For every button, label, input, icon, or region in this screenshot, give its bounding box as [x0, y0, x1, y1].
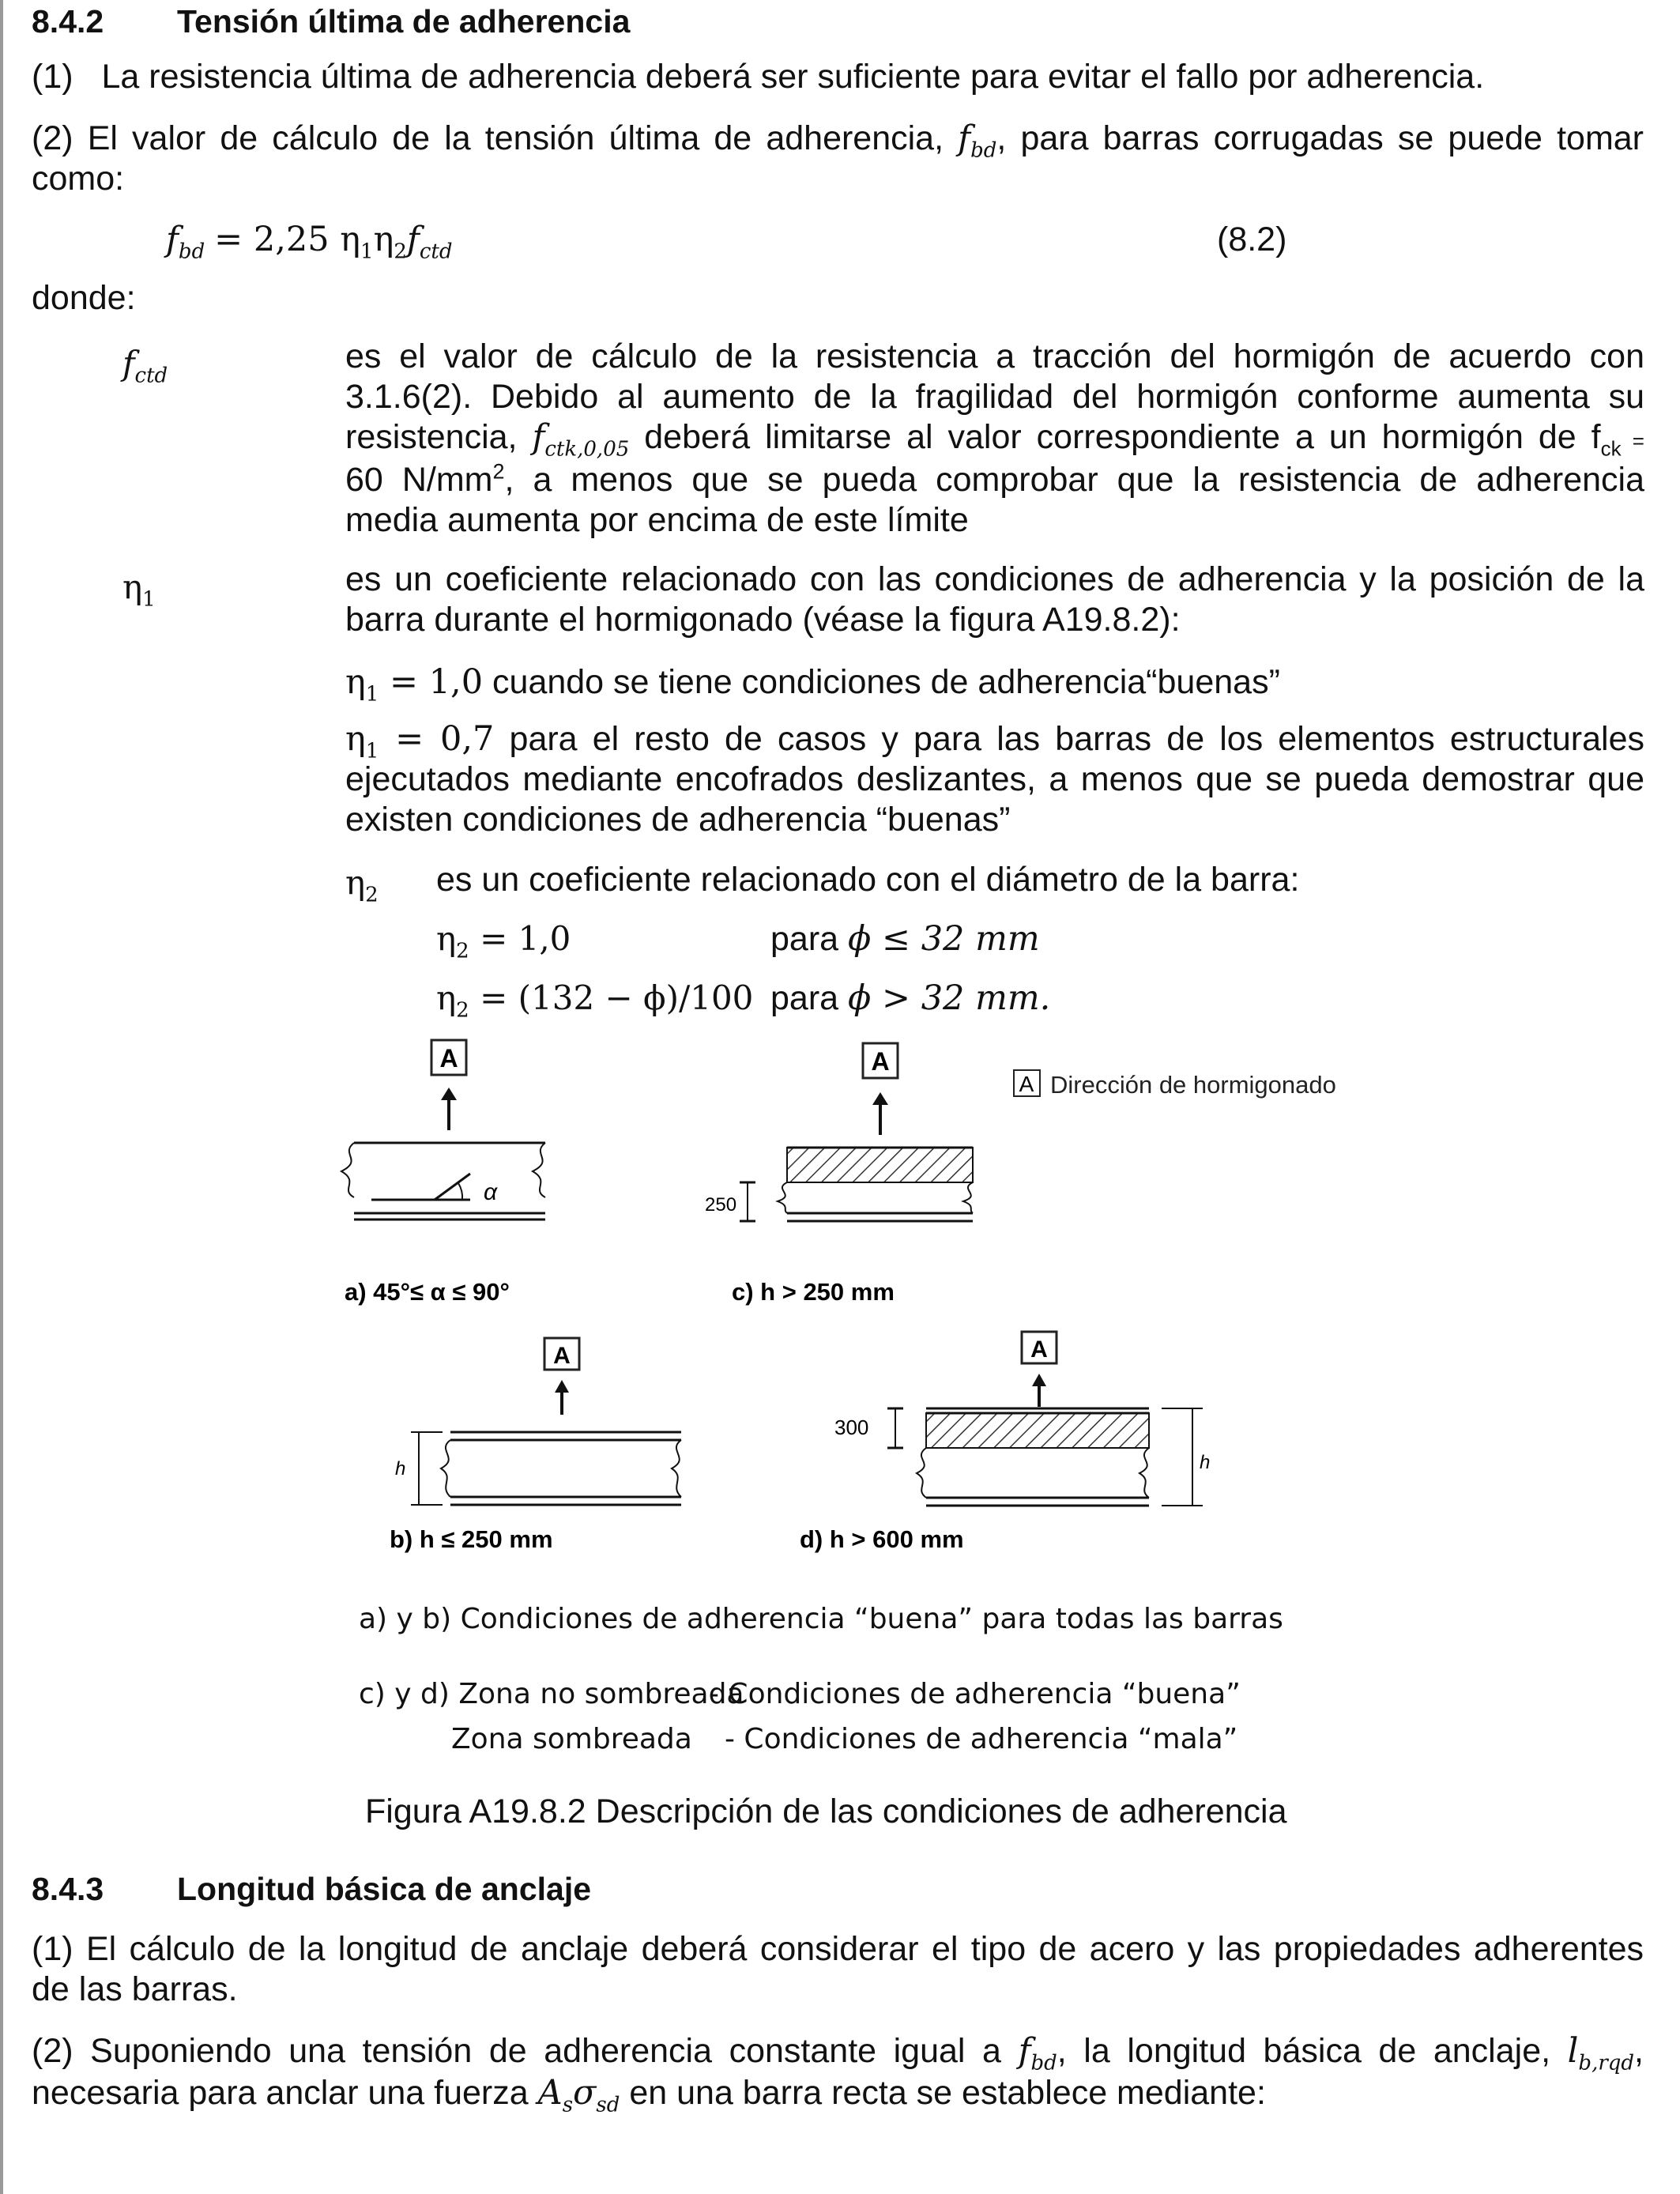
symbol-sub: bd — [970, 138, 997, 163]
dimension-250-label: 250 — [705, 1194, 737, 1216]
symbol-eta: η — [345, 662, 366, 702]
dimension-h-label: h — [1200, 1452, 1211, 1473]
paragraph-number: (1) — [32, 1930, 73, 1968]
symbol-eta: η — [436, 978, 457, 1017]
arrow-head-icon — [441, 1088, 457, 1100]
symbol-sub: 1 — [365, 739, 379, 763]
break-line — [917, 1448, 926, 1498]
text: Suponiendo una tensión de adherencia constante igual a — [90, 2032, 1001, 2070]
break-line — [672, 1440, 681, 1497]
where-label: donde: — [32, 279, 136, 317]
text: deberá limitarse al valor correspondiente a un hormigón de f — [644, 418, 1601, 456]
inclined-bar — [435, 1174, 470, 1200]
lbrqd-symbol — [1567, 2031, 1635, 2075]
eta2-text: es un coeficiente relacionado con el diámetro de la barra: — [436, 861, 1300, 899]
symbol-sub: 1 — [142, 587, 156, 612]
arrow-head-icon — [1032, 1374, 1046, 1386]
text: para — [770, 920, 849, 958]
section-title: Longitud básica de anclaje — [177, 1871, 592, 1907]
fbd-symbol — [1018, 2031, 1057, 2075]
break-line — [1139, 1448, 1149, 1498]
equation: = 1,0 — [469, 919, 571, 958]
symbol-sub: 2 — [456, 998, 469, 1023]
break-line — [778, 1182, 787, 1213]
text: resistencia, — [345, 418, 518, 456]
symbol-sub: 2 — [456, 939, 469, 963]
symbol-sub: 2 — [365, 883, 379, 907]
fbd-symbol — [958, 119, 997, 163]
eq-lhs-sub: bd — [178, 239, 205, 264]
paragraph-842-1 — [32, 57, 1644, 97]
figure-note-cd-2a: Zona sombreada — [451, 1723, 692, 1755]
symbol-eta: η — [345, 863, 366, 902]
symbol-sigma: σ — [573, 2073, 597, 2113]
condition: ϕ > 32 mm. — [848, 978, 1051, 1018]
text: , a menos que se pueda comprobar que la resistencia de adherencia — [504, 461, 1644, 499]
symbol-sub: s — [562, 2093, 574, 2117]
eta1-line-2: barra durante el hormigonado (véase la figura A19.8.2): — [345, 601, 1181, 639]
eta2-case-1-eq — [436, 919, 571, 963]
eq-sub2: 2 — [394, 239, 407, 264]
marker-letter: A — [553, 1343, 571, 1369]
eta2-case-2-eq — [436, 978, 754, 1023]
fctd-line-5: media aumenta por encima de este límite — [345, 501, 969, 539]
paragraph-843-1-line1 — [32, 1929, 1644, 1970]
legend-text: Dirección de hormigonado — [1050, 1071, 1336, 1099]
panel-c-label: c) h > 250 mm — [732, 1278, 895, 1306]
figure-note-cd-1b: - Condiciones de adherencia “buena” — [709, 1678, 1241, 1710]
section-title: Tensión última de adherencia — [177, 3, 631, 40]
symbol-sub: 1 — [365, 682, 379, 707]
symbol-l: l — [1567, 2031, 1579, 2071]
symbol-sub: b,rqd — [1578, 2051, 1635, 2075]
panel-d — [800, 1332, 1210, 1553]
eq-eta2: η — [373, 220, 394, 259]
symbol-f: f — [958, 119, 971, 158]
panel-a-label: a) 45°≤ α ≤ 90° — [345, 1278, 510, 1306]
text: necesaria para anclar una fuerza — [32, 2074, 529, 2112]
equals: = — [1621, 429, 1644, 453]
figure-caption: Figura A19.8.2 Descripción de las condiciones de adherencia — [365, 1793, 1287, 1830]
marker-letter: A — [871, 1047, 890, 1076]
panel-d-label: d) h > 600 mm — [800, 1525, 964, 1553]
text: en una barra recta se establece mediante: — [620, 2074, 1266, 2112]
panel-b-label: b) h ≤ 250 mm — [390, 1525, 553, 1553]
figure-note-ab: a) y b) Condiciones de adherencia “buena” para todas las barras — [359, 1603, 1283, 1635]
equation: = 0,7 — [379, 719, 495, 759]
legend-marker-letter: A — [1019, 1072, 1034, 1096]
text: para — [770, 979, 849, 1017]
alpha-label: α — [484, 1179, 498, 1205]
equation: = 1,0 — [379, 662, 484, 702]
symbol-sub: bd — [1030, 2051, 1057, 2075]
dimension-300-label: 300 — [834, 1416, 869, 1439]
break-line — [341, 1143, 354, 1197]
figure-legend — [1014, 1070, 1336, 1099]
figure-note-cd-1a: c) y d) Zona no sombreada — [359, 1678, 744, 1710]
fctk-symbol — [532, 417, 630, 462]
marker-letter: A — [439, 1044, 458, 1072]
panel-c — [705, 1043, 973, 1306]
eq-sub1: 1 — [360, 239, 374, 264]
text: 60 N/mm — [345, 461, 493, 499]
shaded-zone — [787, 1148, 973, 1182]
eta2-case-2-cond — [770, 978, 1050, 1019]
paragraph-843-2-line2 — [32, 2073, 1266, 2117]
figure-note-cd-2b: - Condiciones de adherencia “mala” — [725, 1723, 1238, 1755]
paragraph-text: , para barras corrugadas se puede tomar — [996, 119, 1644, 157]
paragraph-number: (2) — [32, 2032, 73, 2070]
fctd-line-2: 3.1.6(2). Debido al aumento de la fragilidad del hormigón conforme aumenta su — [345, 378, 1644, 416]
break-line — [441, 1440, 450, 1497]
symbol-eta: η — [122, 567, 143, 606]
eta1-other-line-1 — [345, 719, 1644, 763]
marker-letter: A — [1030, 1336, 1048, 1363]
section-heading-843 — [32, 1869, 591, 1909]
fck-sub: ck — [1600, 436, 1622, 461]
paragraph-text: La resistencia última de adherencia deberá ser suficiente para evitar el fallo por adherencia. — [101, 58, 1485, 96]
paragraph-842-2-line1 — [32, 119, 1644, 163]
text: para el resto de casos y para las barras de los elementos estructurales — [494, 720, 1644, 758]
text: , — [1634, 2032, 1644, 2070]
section-heading-842 — [32, 2, 630, 41]
equation-8-2 — [166, 220, 453, 264]
break-line — [963, 1182, 973, 1213]
symbol-f: f — [1018, 2031, 1031, 2071]
eq-lhs: f — [166, 220, 179, 259]
symbol-f: f — [532, 417, 545, 457]
paragraph-843-1-line2: de las barras. — [32, 1970, 238, 2008]
eq-f-sub: ctd — [419, 239, 453, 264]
paragraph-text: El valor de cálculo de la tensión última de adherencia, — [87, 119, 944, 157]
text: , la longitud básica de anclaje, — [1057, 2032, 1551, 2070]
fctd-symbol — [122, 344, 168, 388]
fctd-line-3 — [345, 417, 1644, 462]
condition: ϕ ≤ 32 mm — [848, 919, 1040, 959]
eta2-symbol — [345, 863, 379, 907]
break-line — [533, 1143, 545, 1197]
paragraph-text: El cálculo de la longitud de anclaje deberá considerar el tipo de acero y las propiedades adherentes — [85, 1930, 1644, 1968]
eta1-other-line-3: existen condiciones de adherencia “buenas” — [345, 801, 1011, 839]
panel-a — [341, 1040, 545, 1306]
paragraph-number: (2) — [32, 119, 73, 157]
eta2-case-1-cond — [770, 919, 1040, 959]
figure-bond-conditions — [0, 1027, 1680, 1565]
superscript: 2 — [492, 459, 505, 484]
panel-b — [390, 1338, 681, 1553]
eq-f: f — [406, 220, 420, 259]
paragraph-843-2-line1 — [32, 2031, 1644, 2075]
section-number: 8.4.2 — [32, 3, 104, 40]
symbol-sub: sd — [596, 2093, 620, 2117]
angle-arc — [458, 1183, 462, 1200]
force-symbol — [537, 2073, 620, 2117]
arrow-head-icon — [872, 1092, 888, 1105]
eta1-good — [345, 662, 1280, 707]
symbol-eta: η — [436, 919, 457, 958]
dimension-h-label: h — [395, 1458, 406, 1480]
equation: = (132 − ϕ)/100 — [469, 978, 754, 1017]
section-number: 8.4.3 — [32, 1871, 104, 1907]
fctd-line-1: es el valor de cálculo de la resistencia a tracción del hormigón de acuerdo con — [345, 337, 1644, 375]
symbol-sub: ctk,0,05 — [544, 437, 630, 462]
eta1-symbol — [122, 567, 156, 612]
eta1-other-line-2: ejecutados mediante encofrados deslizantes, a menos que se pueda demostrar que — [345, 760, 1644, 798]
arrow-head-icon — [555, 1380, 569, 1393]
paragraph-842-2-line2: como: — [32, 160, 125, 198]
paragraph-number: (1) — [32, 58, 73, 96]
eta1-line-1: es un coeficiente relacionado con las condiciones de adherencia y la posición de la — [345, 560, 1644, 598]
text: cuando se tiene condiciones de adherencia“buenas” — [483, 663, 1280, 701]
fctd-line-4 — [345, 460, 1644, 500]
shaded-zone — [926, 1413, 1149, 1448]
symbol-f: f — [122, 344, 135, 383]
symbol-eta: η — [345, 719, 366, 759]
eq-rhs: = 2,25 η — [214, 220, 361, 259]
symbol-sub: ctd — [134, 364, 168, 388]
symbol-A: A — [537, 2073, 563, 2113]
equation-number: (8.2) — [1217, 221, 1287, 258]
